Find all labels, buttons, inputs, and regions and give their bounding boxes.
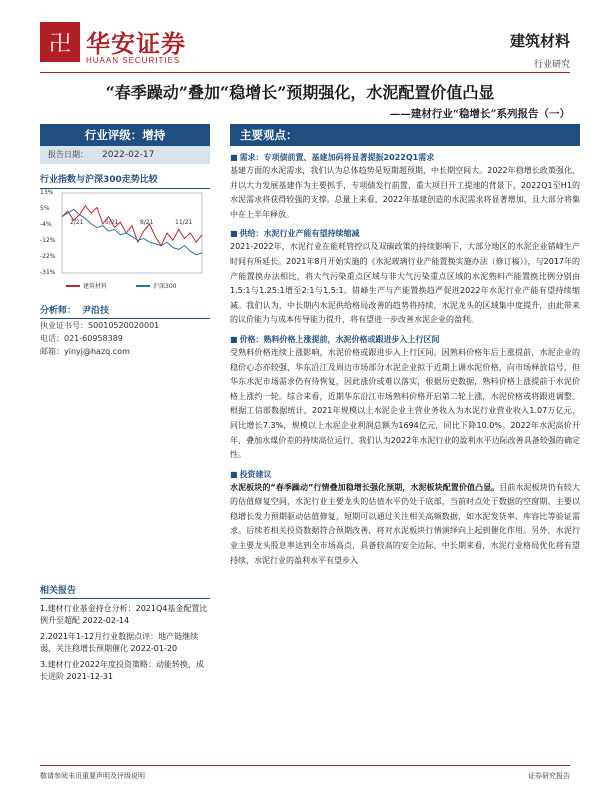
industry-rating: 行业评级：增持 — [40, 124, 210, 146]
y-tick-label: -4% — [40, 221, 52, 228]
y-tick-label: -22% — [40, 253, 56, 260]
paragraph-supply: 2021-2022年，水泥行业在能耗管控以及双碳政策的持续影响下，大部分地区的水泥企业错峰生产时间有所延长。2021年8月开始实施的《水泥玻璃行业产能置换实施办法（修订稿）》，与2017年的产能置换办法相比，将大气污染重点区域与非大气污染重点区域的水泥熟料产能置换比例分别由1.5:1与1.25:1增至2:1与1.5:1。错峰生产与产能置换趋严促进2022年水泥行业产能有望持续缩减。我们认为，中长期内水泥供给格局改善的趋势将持续，水泥龙头的区域集中度提升，由此带来的议价能力与成本传导能力提升，将有望进一步改善水泥企业的盈利。 — [230, 242, 580, 325]
legend-label: 沪深300 — [153, 283, 177, 290]
analyst-label: 分析师： — [40, 306, 77, 316]
analyst-email[interactable]: 邮箱：yinyj@hazq.com — [40, 347, 130, 356]
index-comparison-chart — [40, 189, 210, 289]
related-reports — [40, 583, 210, 683]
analyst-name: 尹沿技 — [82, 306, 110, 316]
related-report-item[interactable]: 3.建材行业2022年度投资策略：动能转换，成长进阶 2021-12-31 — [40, 660, 204, 681]
company-logo — [40, 22, 190, 72]
square-bullet-icon: ■ — [230, 153, 238, 162]
bullet-heading-demand — [230, 152, 580, 164]
analyst-phone: 电话：021-60958389 — [40, 334, 123, 343]
footer-disclaimer: 敬请参阅末页重要声明及评级说明 — [40, 772, 145, 780]
logo-mark: 卍 — [40, 22, 80, 62]
x-tick-label: 5/21 — [105, 219, 119, 226]
square-bullet-icon: ■ — [230, 469, 238, 479]
bullet-heading-text: 投资建议 — [239, 469, 272, 479]
y-tick-label: 13% — [40, 189, 54, 196]
footer-report-type: 证券研究报告 — [528, 772, 570, 780]
investment-body: 目前水泥板块仍有较大的估值修复空间，水泥行业主要龙头的估值水平仍处于底部，当前时点处于数据的空窗期，主要以稳增长发力预期驱动估值修复，短期可以通过关注相关高频数据，如水泥发货率、库容比等验证需求。后续若相关投资数据符合预期改善，将对水泥板块行情演绎向上起到催化作用。另外，水泥行业主要龙头股息率达到全市场高点，具备较高的安全边际。中长期来看，水泥行业格局优化将有望持续，水泥行业的盈利水平有望步入 — [230, 482, 581, 565]
chart-title: 行业指数与沪深300走势比较 — [40, 164, 210, 189]
legend-swatch — [66, 285, 80, 287]
square-bullet-icon: ■ — [230, 229, 238, 239]
report-date-row — [40, 146, 210, 164]
x-tick-label: 8/21 — [140, 219, 154, 226]
bullet-heading-supply — [230, 228, 580, 240]
logo-chinese-name: 华安证券 — [86, 29, 186, 58]
analyst-heading — [40, 303, 210, 319]
paragraph-price: 受熟料价格连续上涨影响，水泥价格或跟进步入上行区间，因熟料价格年后上涨提前，水泥企业的稳价心态亦较强，华东沿江及周边市场部分水泥企业拟于近期上调水泥价格，向市场释放信号，但华东水泥市场需求仍有待恢复，因此涨价或难以落实，根据历史数据，熟料价格上涨提前于水泥价格上涨约一轮。综合来看，近期华东沿江市场熟料价格开启第二轮上涨，水泥价格或将跟进调整。根据工信部数据统计，2021年规模以上水泥企业主营业务收入为水泥行业营业收入1.07万亿元，同比增长7.3%，规模以上水泥企业利润总额为1694亿元，同比下降10.0%。2022年水泥高价开年，叠加水煤价差的持续高位运行，我们认为2022年水泥行业的盈利水平边际改善具备较强的确定性。 — [230, 347, 580, 460]
investment-highlight: 水泥板块的“春季躁动”行情叠加稳增长强化预期，水泥板块配置价值凸显。 — [230, 482, 500, 492]
header-divider — [40, 72, 570, 73]
report-title: “春季躁动”叠加“稳增长”预期强化，水泥配置价值凸显 — [105, 83, 495, 102]
bullet-heading-price — [230, 334, 580, 346]
legend-swatch — [136, 285, 150, 287]
main-content — [230, 124, 580, 568]
related-report-item[interactable]: 1.建材行业基金持仓分析：2021Q4基金配置比例升至超配 2022-02-14 — [40, 604, 208, 625]
square-bullet-icon: ■ — [230, 334, 238, 344]
report-date-value: 2022-02-17 — [102, 150, 155, 160]
related-report-item[interactable]: 2.2021年1-12月行业数据点评：地产链继续弱，关注稳增长预期催化 2022-01-20 — [40, 632, 199, 653]
bullet-heading-text: 价格：熟料价格上涨提前，水泥价格或跟进步入上行区间 — [239, 334, 440, 344]
category-subtitle: 行业研究 — [533, 60, 570, 70]
related-reports-heading: 相关报告 — [40, 583, 210, 599]
bullet-heading-text: 需求：专项债前置、基建加码将显著提振2022Q1需求 — [239, 153, 435, 162]
bullet-heading-investment — [230, 469, 580, 481]
y-tick-label: -31% — [40, 269, 56, 276]
legend-item-building-materials — [66, 281, 107, 290]
left-sidebar — [40, 124, 210, 358]
analyst-info — [40, 303, 210, 358]
legend-label: 建筑材料 — [83, 283, 108, 290]
logo-english-name: HUAAN SECURITIES — [86, 56, 181, 65]
paragraph-investment — [230, 481, 580, 569]
category-title: 建筑材料 — [509, 32, 570, 50]
chart-canvas — [40, 189, 210, 289]
key-points-heading: 主要观点： — [230, 124, 580, 146]
x-tick-label: 11/21 — [175, 219, 193, 226]
y-tick-label: -12% — [40, 237, 56, 244]
industry-category — [510, 30, 570, 70]
x-tick-label: 2/21 — [70, 219, 84, 226]
y-tick-label: 5% — [40, 205, 50, 212]
legend-item-hs300 — [136, 281, 176, 290]
footer-divider — [40, 765, 570, 766]
report-date-label: 报告日期： — [48, 150, 88, 159]
paragraph-demand: 基建方面的水泥需求，我们认为总体趋势是短期超预期，中长期空间大。2022年稳增长政策强化，并以大力发展基建作为主要抓手，专项债发行前置、重大项目开工提速的背景下，2022Q1至H1的水泥需求将获得较强的支撑。总量上来看，2022年基建创造的水泥需求将显著增加，且大部分将集中在上半年释放。 — [230, 166, 580, 219]
report-subtitle: ——建材行业“稳增长”系列报告（一） — [389, 108, 570, 120]
analyst-license: 执业证书号：S0010520020001 — [40, 321, 160, 330]
bullet-heading-text: 供给：水泥行业产能有望持续缩减 — [239, 229, 360, 239]
